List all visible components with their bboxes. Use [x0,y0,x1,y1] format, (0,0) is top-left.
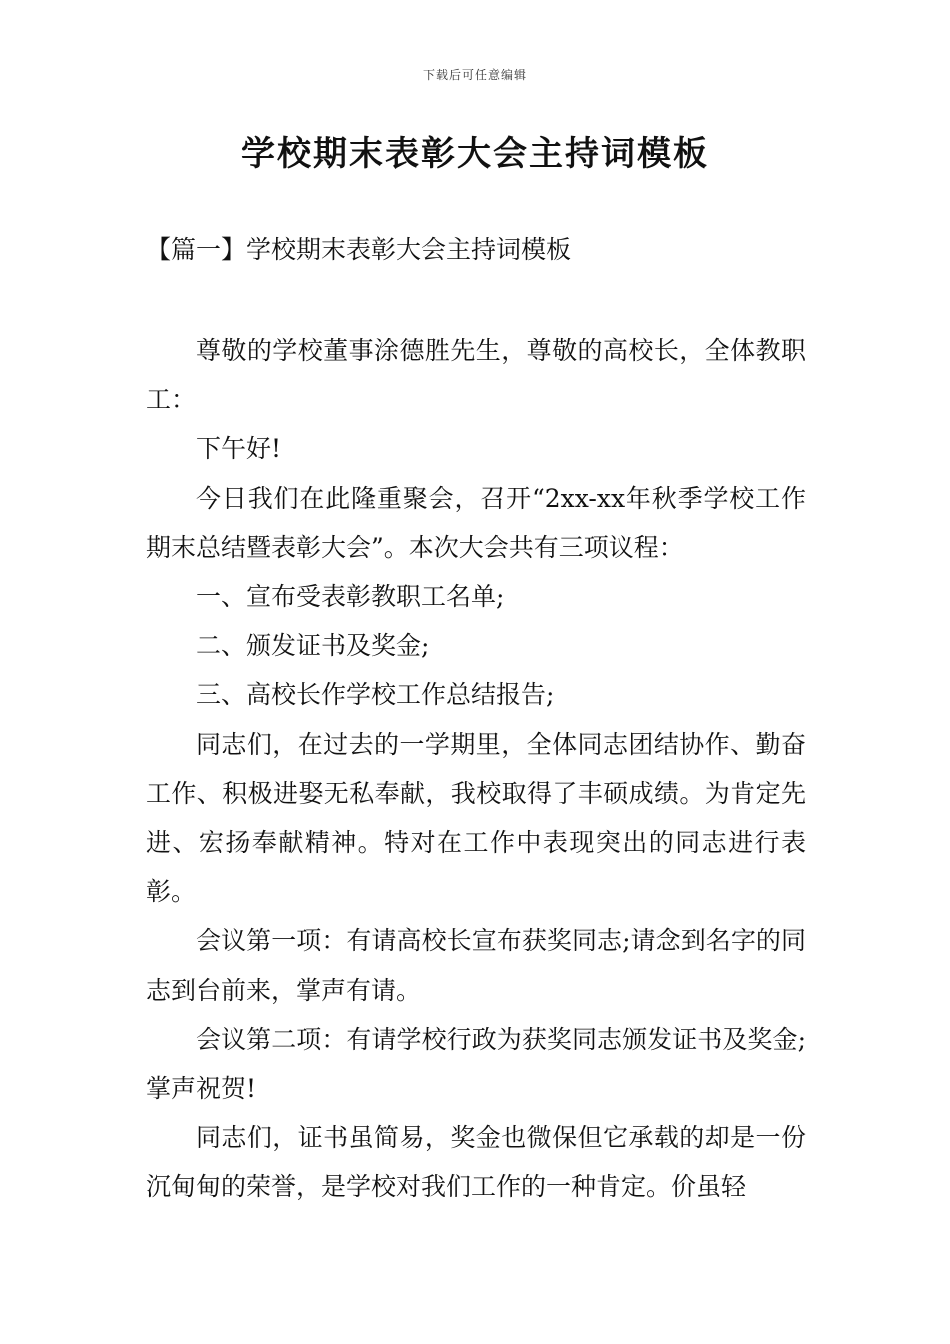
paragraph-agenda-3: 三、高校长作学校工作总结报告; [196,680,555,710]
paragraph-agenda-1: 一、宣布受表彰教职工名单; [196,582,505,612]
paragraph-closing: 同志们，证书虽简易，奖金也微保但它承载的却是一份沉甸甸的荣誉，是学校对我们工作的一种肯定。价虽轻 [146,1123,806,1202]
paragraph-agenda-2: 二、颁发证书及奖金; [196,631,430,661]
paragraph-achievements: 同志们，在过去的一学期里，全体同志团结协作、勤奋工作、积极进娶无私奉献，我校取得了丰硕成绩。为肯定先进、宏扬奉献精神。特对在工作中表现突出的同志进行表彰。 [146,729,806,907]
header-note: 下载后可任意编辑 [422,68,527,82]
document-title: 学校期末表彰大会主持词模板 [241,134,709,174]
paragraph-salutation: 尊敬的学校董事涂德胜先生，尊敬的高校长，全体教职工： [146,336,806,415]
paragraph-intro: 今日我们在此隆重聚会，召开“2xx-xx年秋季学校工作期末总结暨表彰大会”。本次大会共有三项议程： [146,483,806,562]
paragraph-greeting: 下午好! [196,434,282,464]
section-heading: 【篇一】学校期末表彰大会主持词模板 [146,235,572,264]
paragraph-item-one: 会议第一项：有请高校长宣布获奖同志;请念到名字的同志到台前来，掌声有请。 [146,926,806,1005]
document-body [146,326,806,1212]
paragraph-item-two: 会议第二项：有请学校行政为获奖同志颁发证书及奖金;掌声祝贺! [146,1024,806,1104]
